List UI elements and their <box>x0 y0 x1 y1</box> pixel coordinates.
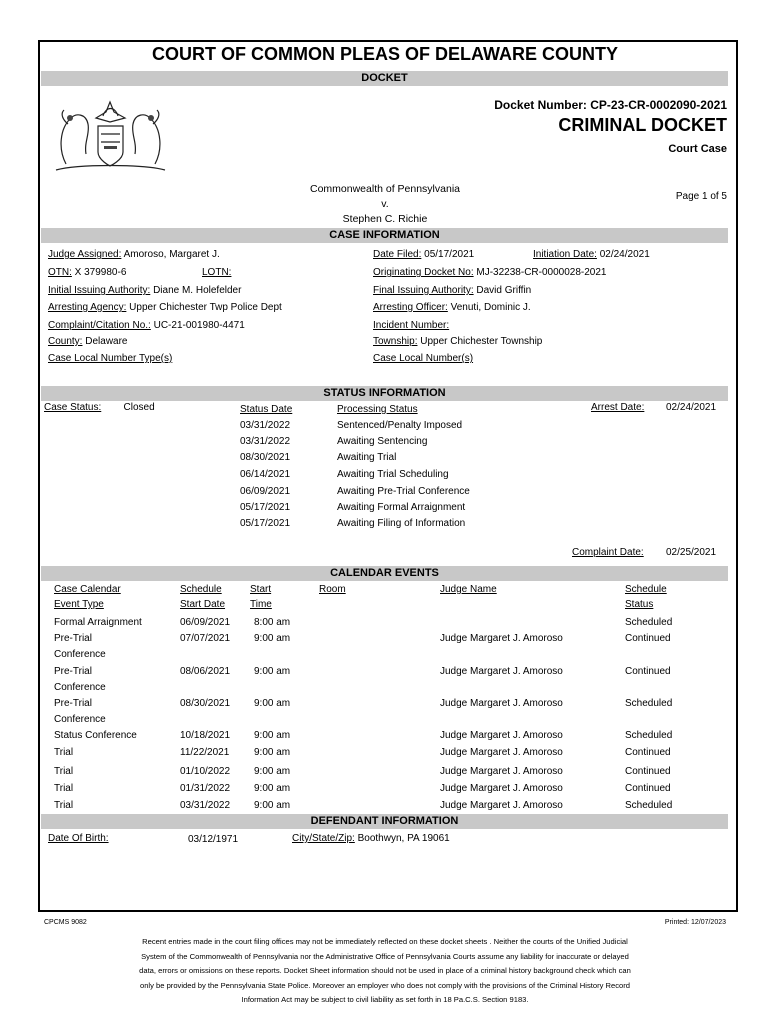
case-status <box>44 402 155 414</box>
col-room: Room <box>319 584 346 595</box>
lotn-label: LOTN: <box>202 267 232 278</box>
calendar-event-type: Trial <box>54 747 74 758</box>
caption-defendant: Stephen C. Richie <box>342 213 428 225</box>
date-filed-label: Date Filed: <box>373 249 422 260</box>
initiation-date <box>533 249 650 261</box>
calendar-event-type-2: Conference <box>54 714 106 725</box>
otn-value: X 379980-6 <box>74 267 127 278</box>
calendar-start-date: 07/07/2021 <box>180 633 231 644</box>
processing-status-header: Processing Status <box>337 404 418 415</box>
arresting-officer <box>373 302 531 314</box>
final-issuing-authority <box>373 285 531 297</box>
status-row-date: 05/17/2021 <box>240 502 291 513</box>
col-schedule-start-date: Start Date <box>180 599 226 610</box>
calendar-start-time: 9:00 am <box>254 698 291 709</box>
initial-issuing-authority <box>48 285 241 297</box>
calendar-event-type: Status Conference <box>54 730 137 741</box>
calendar-start-date: 08/06/2021 <box>180 666 231 677</box>
calendar-start-time: 8:00 am <box>254 617 291 628</box>
complaint-citation <box>48 320 245 332</box>
case-info-header: CASE INFORMATION <box>41 228 728 243</box>
calendar-event-type-2: Conference <box>54 649 106 660</box>
arrest-date-label: Arrest Date: <box>591 402 645 413</box>
arrest-date-value: 02/24/2021 <box>666 402 717 413</box>
docket-bar: DOCKET <box>41 71 728 86</box>
otn <box>48 267 126 279</box>
caption-plaintiff: Commonwealth of Pennsylvania <box>310 183 460 195</box>
calendar-start-date: 03/31/2022 <box>180 800 231 811</box>
calendar-judge: Judge Margaret J. Amoroso <box>440 633 563 644</box>
complaint-no-label: Complaint/Citation No.: <box>48 320 151 331</box>
city-value: Boothwyn, PA 19061 <box>357 833 450 844</box>
col-schedule-start-date: Schedule <box>180 584 222 595</box>
status-row-status: Awaiting Trial <box>337 452 397 463</box>
calendar-start-time: 9:00 am <box>254 766 291 777</box>
status-row-date: 05/17/2021 <box>240 518 291 529</box>
case-status-value: Closed <box>123 402 155 413</box>
calendar-status: Continued <box>625 766 671 777</box>
complaint-date-label: Complaint Date: <box>572 547 644 558</box>
calendar-header: CALENDAR EVENTS <box>41 566 728 581</box>
status-info-header: STATUS INFORMATION <box>41 386 728 401</box>
calendar-status: Continued <box>625 666 671 677</box>
form-id: CPCMS 9082 <box>44 919 87 926</box>
township-label: Township: <box>373 336 418 347</box>
page-number: Page 1 of 5 <box>675 191 727 202</box>
col-schedule-status: Status <box>625 599 654 610</box>
calendar-status: Scheduled <box>625 617 673 628</box>
col-start-time: Start <box>250 584 272 595</box>
status-row-status: Awaiting Formal Arraignment <box>337 502 466 513</box>
county-label: County: <box>48 336 83 347</box>
calendar-judge: Judge Margaret J. Amoroso <box>440 766 563 777</box>
calendar-status: Scheduled <box>625 800 673 811</box>
calendar-event-type-2: Conference <box>54 682 106 693</box>
calendar-judge: Judge Margaret J. Amoroso <box>440 730 563 741</box>
calendar-start-time: 9:00 am <box>254 633 291 644</box>
status-row-status: Awaiting Trial Scheduling <box>337 469 449 480</box>
calendar-judge: Judge Margaret J. Amoroso <box>440 800 563 811</box>
final-auth-label: Final Issuing Authority: <box>373 285 474 296</box>
case-local-number-type: Case Local Number Type(s) <box>48 353 173 364</box>
col-event-type: Case Calendar <box>54 584 121 595</box>
date-filed-value: 05/17/2021 <box>424 249 475 260</box>
calendar-start-time: 9:00 am <box>254 783 291 794</box>
calendar-start-date: 11/22/2021 <box>180 747 230 758</box>
calendar-start-date: 06/09/2021 <box>180 617 231 628</box>
disclaimer-line: Recent entries made in the court filing offices may not be immediately reflected on these docket sheets . Neither the courts of the Unified Judicial <box>142 937 628 946</box>
otn-label: OTN: <box>48 267 72 278</box>
status-row-status: Awaiting Sentencing <box>337 436 428 447</box>
calendar-event-type: Pre-Trial <box>54 633 92 644</box>
court-case-label: Court Case <box>668 143 727 155</box>
disclaimer-line: Information Act may be subject to civil liability as set forth in 18 Pa.C.S. Section 9183. <box>241 995 529 1005</box>
col-event-type: Event Type <box>54 599 104 610</box>
calendar-status: Scheduled <box>625 698 673 709</box>
county-value: Delaware <box>85 336 128 347</box>
county <box>48 336 128 348</box>
arresting-officer-label: Arresting Officer: <box>373 302 448 313</box>
incident-number-label: Incident Number: <box>373 320 450 331</box>
status-row-date: 08/30/2021 <box>240 452 291 463</box>
case-local-numbers: Case Local Number(s) <box>373 353 474 364</box>
pennsylvania-seal-icon <box>48 94 173 176</box>
arresting-officer-value: Venuti, Dominic J. <box>450 302 531 313</box>
docket-number: Docket Number: CP-23-CR-0002090-2021 <box>494 98 727 112</box>
calendar-judge: Judge Margaret J. Amoroso <box>440 783 563 794</box>
status-row-status: Sentenced/Penalty Imposed <box>337 420 463 431</box>
initiation-label: Initiation Date: <box>533 249 597 260</box>
case-caption <box>240 182 530 227</box>
calendar-start-date: 10/18/2021 <box>180 730 231 741</box>
initial-auth-value: Diane M. Holefelder <box>153 285 242 296</box>
calendar-start-date: 01/10/2022 <box>180 766 231 777</box>
calendar-status: Scheduled <box>625 730 673 741</box>
calendar-status: Continued <box>625 783 671 794</box>
calendar-status: Continued <box>625 633 671 644</box>
city-state-zip <box>292 833 450 845</box>
initiation-value: 02/24/2021 <box>599 249 650 260</box>
judge-value: Amoroso, Margaret J. <box>123 249 220 260</box>
township <box>373 336 542 348</box>
calendar-start-time: 9:00 am <box>254 730 291 741</box>
disclaimer <box>60 935 710 1008</box>
dob-value: 03/12/1971 <box>188 834 239 845</box>
status-row-status: Awaiting Pre-Trial Conference <box>337 486 470 497</box>
defendant-info-header: DEFENDANT INFORMATION <box>41 814 728 829</box>
status-row-status: Awaiting Filing of Information <box>337 518 466 529</box>
township-value: Upper Chichester Township <box>420 336 543 347</box>
date-filed <box>373 249 474 261</box>
orig-docket-value: MJ-32238-CR-0000028-2021 <box>476 267 607 278</box>
calendar-event-type: Formal Arraignment <box>54 617 142 628</box>
calendar-start-time: 9:00 am <box>254 666 291 677</box>
city-label: City/State/Zip: <box>292 833 355 844</box>
status-row-date: 06/09/2021 <box>240 486 291 497</box>
calendar-start-time: 9:00 am <box>254 747 291 758</box>
case-status-label: Case Status: <box>44 402 102 413</box>
complaint-date-value: 02/25/2021 <box>666 547 717 558</box>
judge-assigned <box>48 249 220 261</box>
status-date-header: Status Date <box>240 404 293 415</box>
orig-docket-label: Originating Docket No: <box>373 267 474 278</box>
calendar-start-date: 01/31/2022 <box>180 783 231 794</box>
judge-label: Judge Assigned: <box>48 249 122 260</box>
dob-label: Date Of Birth: <box>48 833 109 844</box>
final-auth-value: David Griffin <box>476 285 532 296</box>
calendar-event-type: Trial <box>54 766 74 777</box>
complaint-no-value: UC-21-001980-4471 <box>153 320 245 331</box>
calendar-status: Continued <box>625 747 671 758</box>
caption-versus: v. <box>381 198 389 210</box>
calendar-judge: Judge Margaret J. Amoroso <box>440 747 563 758</box>
calendar-start-date: 08/30/2021 <box>180 698 231 709</box>
disclaimer-line: only be provided by the Pennsylvania State Police. Moreover an employer who does not comply with the provisions of the Criminal History Record <box>139 980 631 990</box>
calendar-judge: Judge Margaret J. Amoroso <box>440 666 563 677</box>
calendar-event-type: Trial <box>54 783 74 794</box>
arresting-agency-label: Arresting Agency: <box>48 302 127 313</box>
calendar-event-type: Trial <box>54 800 74 811</box>
printed-date: Printed: 12/07/2023 <box>664 919 726 926</box>
col-judge-name: Judge Name <box>440 584 497 595</box>
docket-type: CRIMINAL DOCKET <box>558 115 727 135</box>
calendar-judge: Judge Margaret J. Amoroso <box>440 698 563 709</box>
status-row-date: 03/31/2022 <box>240 420 291 431</box>
status-row-date: 03/31/2022 <box>240 436 291 447</box>
col-start-time: Time <box>250 599 272 610</box>
status-row-date: 06/14/2021 <box>240 469 291 480</box>
originating-docket <box>373 267 606 279</box>
calendar-event-type: Pre-Trial <box>54 666 92 677</box>
arresting-agency <box>48 302 282 314</box>
disclaimer-line: System of the Commonwealth of Pennsylvania nor the Administrative Office of Pennsylvania Courts assume any liability for inaccurate or delayed <box>141 951 629 961</box>
disclaimer-line: data, errors or omissions on these reports. Docket Sheet information should not be used in place of a criminal history background check which can <box>139 966 631 976</box>
initial-auth-label: Initial Issuing Authority: <box>48 285 151 296</box>
calendar-start-time: 9:00 am <box>254 800 291 811</box>
arresting-agency-value: Upper Chichester Twp Police Dept <box>129 302 282 313</box>
court-title: COURT OF COMMON PLEAS OF DELAWARE COUNTY <box>152 44 618 64</box>
col-schedule-status: Schedule <box>625 584 667 595</box>
calendar-event-type: Pre-Trial <box>54 698 92 709</box>
